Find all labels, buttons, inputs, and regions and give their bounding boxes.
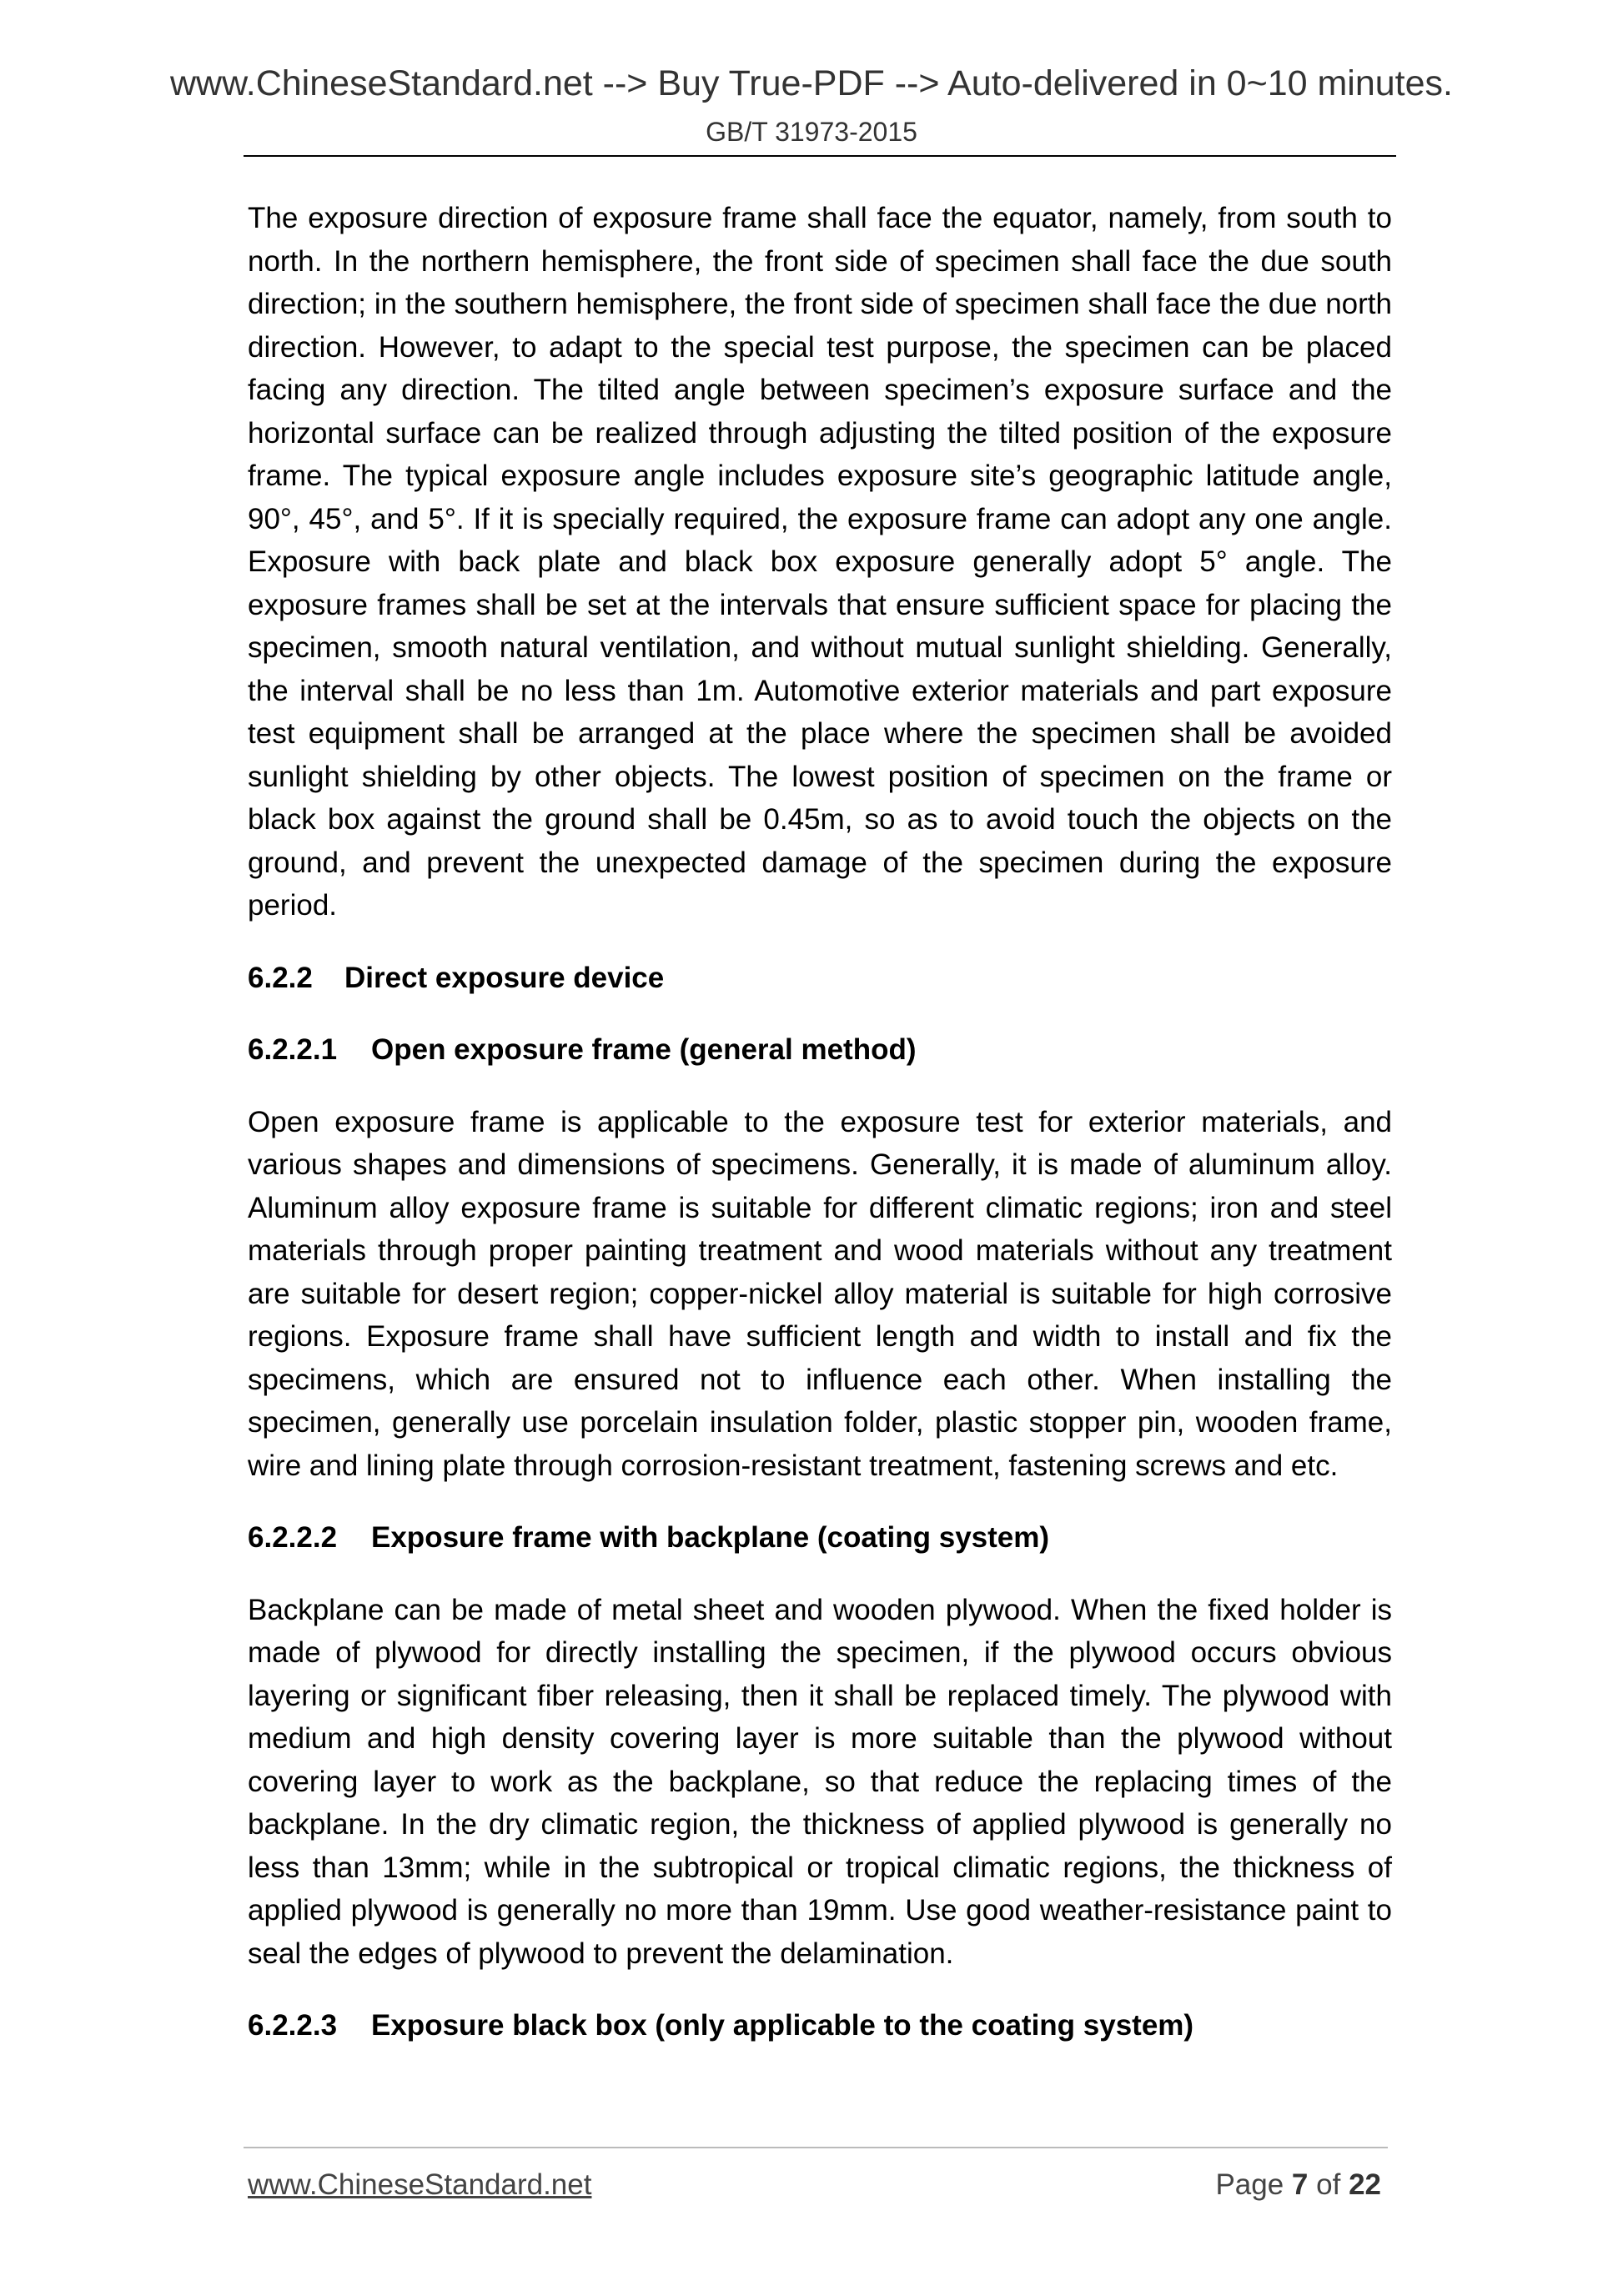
section-number: 6.2.2 xyxy=(248,961,313,994)
intro-paragraph: The exposure direction of exposure frame shall face the equator, namely, from south to north. In the northern hemisphere, the front side of specimen shall face the due south direction; in the southern hemisphere, the front side of specimen shall face the due north direction. However, to adapt to the special test purpose, the specimen can be placed facing any direction. The tilted angle between specimen’s exposure surface and the horizontal surface can be realized through adjusting the tilted position of the exposure frame. The typical exposure angle includes exposure site’s geographic latitude angle, 90°, 45°, and 5°. If it is specially required, the exposure frame can adopt any one angle. Exposure with back plate and black box exposure generally adopt 5° angle. The exposure frames shall be set at the intervals that ensure sufficient space for placing the specimen, smooth natural ventilation, and without mutual sunlight shielding. Generally, the interval shall be no less than 1m. Automotive exterior materials and part exposure test equipment shall be arranged at the place where the specimen shall be avoided sunlight shielding by other objects. The lowest position of specimen on the frame or black box against the ground shall be 0.45m, so as to avoid touch the objects on the ground, and prevent the unexpected damage of the specimen during the exposure period. xyxy=(248,202,1392,922)
page-total: 22 xyxy=(1349,2168,1381,2201)
header-rule xyxy=(244,155,1396,157)
header-banner: www.ChineseStandard.net --> Buy True-PDF --> Auto-delivered in 0~10 minutes. xyxy=(169,63,1453,103)
page-of: of xyxy=(1316,2168,1341,2201)
section-heading-6-2-2-3 xyxy=(248,2004,1392,2047)
section-number: 6.2.2.2 xyxy=(248,1521,338,1554)
open-frame-paragraph: Open exposure frame is applicable to the exposure test for exterior materials, and various shapes and dimensions of specimens. Generally, it is made of aluminum alloy. Aluminum alloy exposure frame is suitable for different climatic regions; iron and steel materials through proper painting treatment and wood materials without any treatment are suitable for desert region; copper-nickel alloy material is suitable for high corrosive regions. Exposure frame shall have sufficient length and width to install and fix the specimens, which are ensured not to influence each other. When installing the specimen, generally use porcelain insulation folder, plastic stopper pin, wooden frame, wire and lining plate through corrosion-resistant treatment, fastening screws and etc. xyxy=(248,1105,1392,1482)
section-title: Exposure frame with backplane (coating system) xyxy=(371,1521,1050,1554)
standard-code: GB/T 31973-2015 xyxy=(706,117,917,147)
section-number: 6.2.2.3 xyxy=(248,2009,338,2042)
backplane-paragraph: Backplane can be made of metal sheet and wooden plywood. When the fixed holder is made of plywood for directly installing the specimen, if the plywood occurs obvious layering or significant fiber releasing, then it shall be replaced timely. The plywood with medium and high density covering layer is more suitable than the plywood without covering layer to work as the backplane, so that reduce the replacing times of the backplane. In the dry climatic region, the thickness of applied plywood is generally no less than 13mm; while in the subtropical or tropical climatic regions, the thickness of applied plywood is generally no more than 19mm. Use good weather-resistance paint to seal the edges of plywood to prevent the delamination. xyxy=(248,1593,1392,1970)
section-heading-6-2-2 xyxy=(248,957,1392,1000)
section-title: Open exposure frame (general method) xyxy=(371,1033,917,1066)
section-title: Exposure black box (only applicable to the coating system) xyxy=(371,2009,1194,2042)
section-heading-6-2-2-2 xyxy=(248,1516,1392,1560)
section-heading-6-2-2-1 xyxy=(248,1028,1392,1072)
page-prefix: Page xyxy=(1215,2168,1284,2201)
page-indicator xyxy=(1215,2168,1381,2202)
page-content xyxy=(248,197,1392,2077)
section-title: Direct exposure device xyxy=(344,961,665,994)
section-number: 6.2.2.1 xyxy=(248,1033,338,1066)
page-current: 7 xyxy=(1291,2168,1309,2201)
footer-rule xyxy=(244,2147,1388,2148)
footer-site-link[interactable]: www.ChineseStandard.net xyxy=(248,2168,592,2201)
